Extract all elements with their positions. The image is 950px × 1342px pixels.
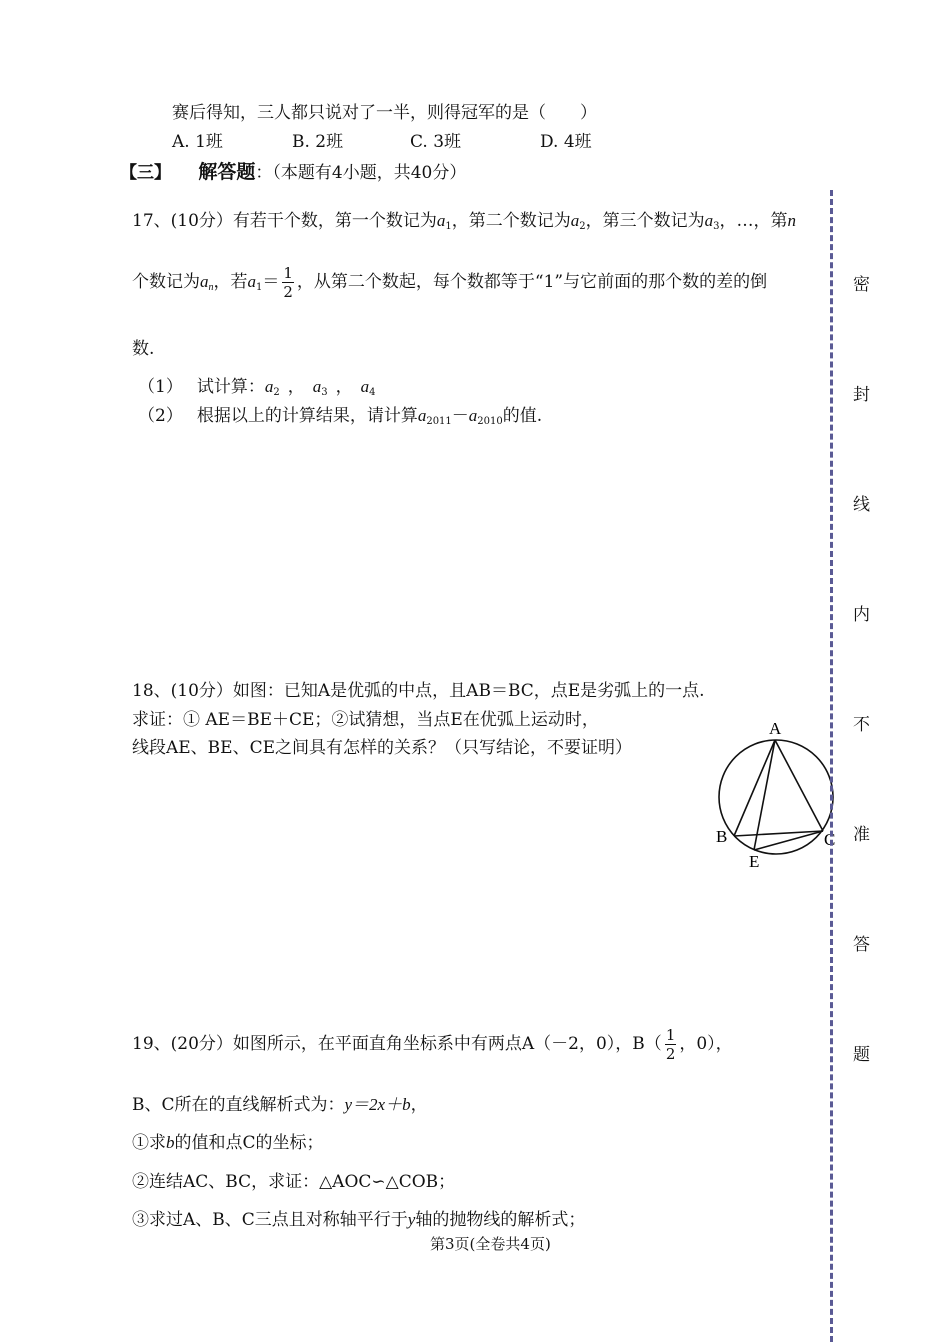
q17-line3: 数. bbox=[132, 339, 155, 359]
q19-item3: ③求过A、B、C三点且对称轴平行于y轴的抛物线的解析式； bbox=[132, 1210, 586, 1230]
q19-number: 19 bbox=[132, 1034, 154, 1054]
q16-tail-text: 赛后得知，三人都只说对了一半，则得冠军的是（ ） bbox=[172, 103, 597, 123]
q17-line1: 17、(10分）有若干个数，第一个数记为$a_1$，第二个数记为$a_2$，第三个数记为$a_3$，…，第n bbox=[132, 211, 797, 232]
q17-line2: 个数记为$a_n$，若$a_1=$ $\frac{1}{2}$ ，从第二个数起，每个数都等于“1”与它前面的那个数的差的倒 bbox=[132, 264, 768, 301]
binding-char-8: 题 bbox=[853, 1045, 870, 1065]
q19-item2: ②连结AC、BC，求证：△AOC∽△COB； bbox=[132, 1172, 456, 1192]
point-label-b: B bbox=[716, 827, 728, 846]
section-header bbox=[120, 157, 466, 184]
q17-part1: （1） 试计算：$a_2$ ， $a_3$ ， $a_4$ bbox=[138, 377, 376, 398]
section-title: 解答题 bbox=[198, 161, 256, 183]
q16-option-c: C. 3班 bbox=[410, 132, 462, 152]
q16-option-d: D. 4班 bbox=[540, 132, 592, 152]
q18-line1: 18、(10分）如图：已知A是优弧的中点，且AB＝BC，点E是劣弧上的一点. bbox=[132, 681, 705, 701]
binding-char-1: 密 bbox=[853, 275, 870, 295]
q18-line2: 求证：① AE＝BE＋CE；②试猜想，当点E在优弧上运动时， bbox=[132, 710, 599, 730]
q19-line1: 19、(20分）如图所示，在平面直角坐标系中有两点A（－2，0），B（ $\frac{1}{2}$ ，0）， bbox=[132, 1026, 733, 1063]
q18-line3: 线段AE、BE、CE之间具有怎样的关系？（只写结论，不要证明） bbox=[132, 738, 633, 758]
q19-item1: ①求b的值和点C的坐标； bbox=[132, 1133, 324, 1153]
q17-part2: （2） 根据以上的计算结果，请计算$a_{2011}-a_{2010}$的值. bbox=[138, 406, 543, 427]
segment-ab bbox=[734, 740, 775, 836]
q16-option-a: A. 1班 bbox=[172, 132, 223, 152]
circle bbox=[719, 740, 836, 854]
q19-line2: B、C所在的直线解析式为：y＝2x＋b， bbox=[132, 1095, 428, 1115]
section-label: 【三】 bbox=[120, 163, 171, 183]
fraction-one-half: $\frac{1}{2}$ bbox=[665, 1026, 676, 1063]
binding-char-5: 不 bbox=[853, 715, 870, 735]
segment-ac bbox=[775, 740, 823, 831]
binding-char-4: 内 bbox=[853, 605, 870, 625]
binding-char-3: 线 bbox=[853, 495, 870, 515]
binding-char-6: 准 bbox=[853, 825, 870, 845]
q16-option-b: B. 2班 bbox=[292, 132, 344, 152]
page-footer: 第3页(全卷共4页) bbox=[430, 1235, 551, 1253]
section-note: ：（本题有4小题，共40分） bbox=[255, 163, 467, 183]
binding-dashed-line bbox=[830, 190, 833, 1342]
binding-char-2: 封 bbox=[853, 385, 870, 405]
point-label-a: A bbox=[769, 719, 782, 738]
q17-number: 17 bbox=[132, 211, 154, 231]
point-label-c: C bbox=[824, 830, 836, 849]
point-label-e: E bbox=[749, 852, 760, 871]
binding-char-7: 答 bbox=[853, 935, 870, 955]
fraction-one-half: $\frac{1}{2}$ bbox=[283, 264, 293, 301]
q18-number: 18 bbox=[132, 681, 154, 701]
circle-figure bbox=[712, 712, 844, 872]
